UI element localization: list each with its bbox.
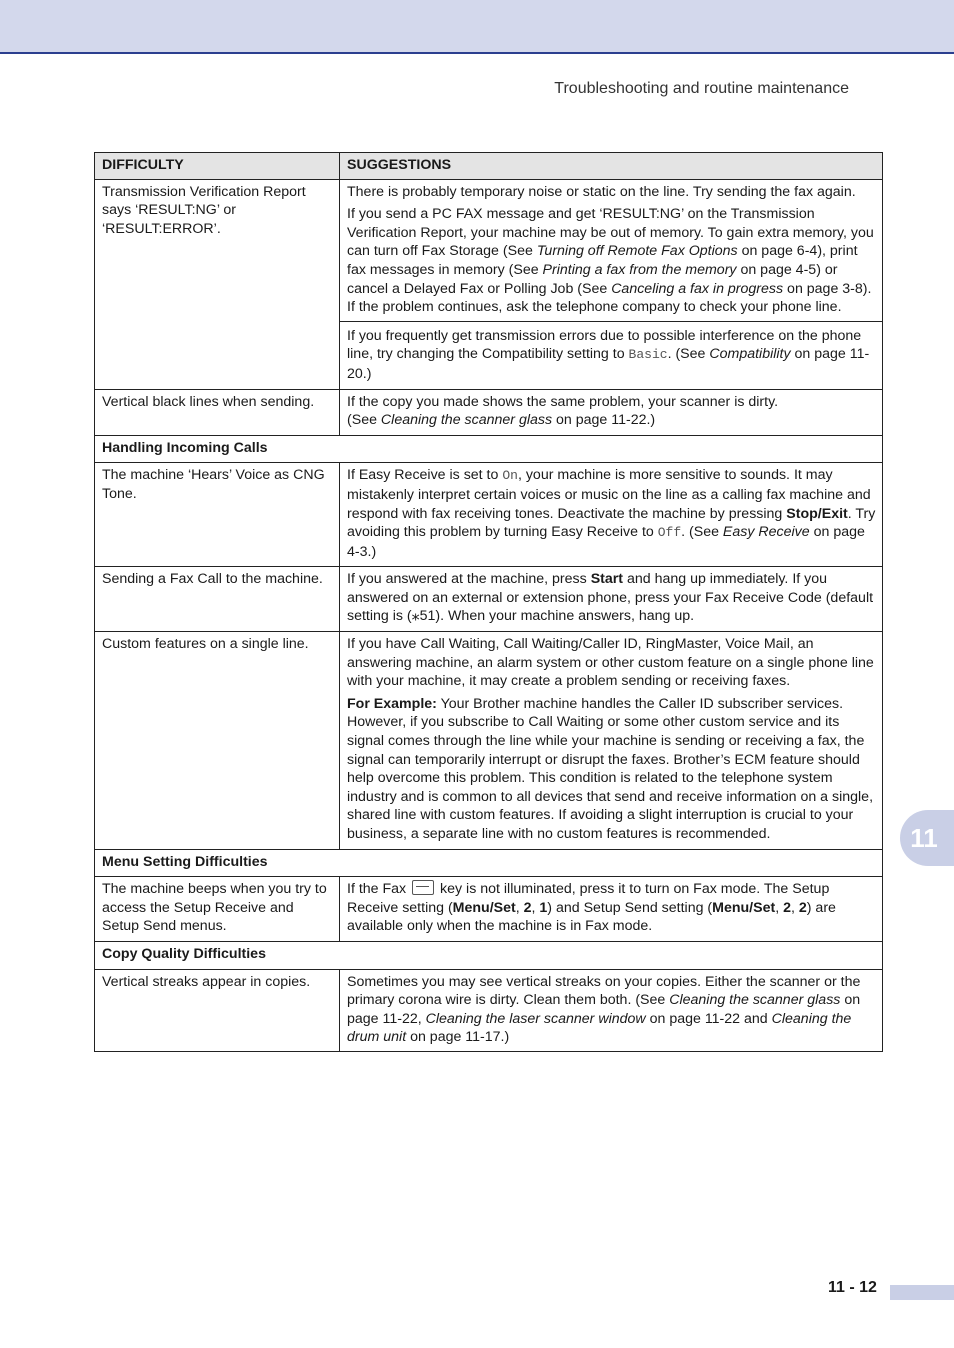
section-row bbox=[95, 941, 883, 969]
text: If the copy you made shows the same problem, your scanner is dirty. bbox=[347, 393, 779, 410]
table-header-row bbox=[95, 153, 883, 180]
suggestions-cell bbox=[340, 463, 883, 567]
asterisk-icon: ⁎ bbox=[411, 607, 420, 625]
difficulty-cell: Vertical streaks appear in copies. bbox=[95, 969, 340, 1051]
table-row bbox=[95, 969, 883, 1051]
section-heading: Menu Setting Difficulties bbox=[95, 849, 883, 877]
suggestions-cell bbox=[340, 389, 883, 435]
text: on page 11-22 and bbox=[645, 1010, 772, 1027]
cross-reference-link[interactable]: Compatibility bbox=[709, 346, 791, 363]
key-name: 2 bbox=[783, 899, 791, 916]
text: , bbox=[790, 899, 799, 916]
text: on page 11-20.) bbox=[347, 346, 870, 382]
cross-reference-link[interactable]: Turning off Remote Fax Options bbox=[536, 243, 738, 260]
text: If you frequently get transmission errors due to possible interference on the phone line, try changing the Compatibility setting to bbox=[347, 327, 862, 363]
text: If the Fax bbox=[347, 881, 411, 898]
text: . (See bbox=[681, 524, 723, 541]
difficulty-cell: Custom features on a single line. bbox=[95, 632, 340, 850]
example-label: For Example: bbox=[347, 695, 437, 712]
suggestions-cell bbox=[340, 179, 883, 389]
text: on page 4-3.) bbox=[347, 524, 865, 560]
section-heading: Handling Incoming Calls bbox=[95, 435, 883, 463]
cross-reference-link[interactable]: Cleaning the drum unit bbox=[347, 1010, 852, 1046]
suggestions-cell bbox=[340, 632, 883, 850]
text: If you answered at the machine, press bbox=[347, 571, 591, 588]
page-number: 11 - 12 bbox=[828, 1279, 877, 1296]
text: key is not illuminated, press it to turn on Fax mode. The Setup Receive setting ( bbox=[347, 881, 830, 916]
text: , bbox=[775, 899, 784, 916]
suggestion-paragraph bbox=[347, 205, 876, 317]
troubleshooting-table bbox=[94, 152, 883, 1052]
table-row bbox=[95, 877, 883, 942]
table-row bbox=[95, 632, 883, 850]
text: (See bbox=[347, 412, 381, 429]
difficulty-cell: The machine ‘Hears’ Voice as CNG Tone. bbox=[95, 463, 340, 567]
suggestions-cell bbox=[340, 877, 883, 942]
text: . Try avoiding this problem by turning Easy Receive to bbox=[347, 505, 876, 541]
difficulty-column-header: DIFFICULTY bbox=[95, 153, 340, 180]
cross-reference-link[interactable]: Cleaning the scanner glass bbox=[669, 992, 841, 1009]
text: If Easy Receive is set to bbox=[347, 467, 503, 484]
text: on page 4-5) or cancel a Delayed Fax or Polling Job (See bbox=[347, 261, 838, 297]
chapter-tab[interactable]: 11 bbox=[900, 810, 954, 866]
text: , your machine is more sensitive to sounds. It may mistakenly interpret certain voices or music on the line as a calling fax machine and respond with fax receiving tones. Deactivate the machine by pressing bbox=[347, 467, 871, 522]
suggestion-paragraph: If you have Call Waiting, Call Waiting/Caller ID, RingMaster, Voice Mail, an answering machine, an alarm system or other custom feature on a single phone line with your machine, it may create a problem sending or receiving faxes. bbox=[347, 636, 874, 690]
footer-band bbox=[890, 1285, 954, 1300]
text: on page 11-17.) bbox=[406, 1029, 510, 1046]
key-name: Menu/Set bbox=[712, 899, 776, 916]
text: 51). When your machine answers, hang up. bbox=[419, 608, 695, 625]
cross-reference-link[interactable]: Canceling a fax in progress bbox=[611, 280, 784, 297]
fax-icon bbox=[412, 880, 434, 895]
section-row bbox=[95, 435, 883, 463]
text: ) are available only when the machine is in Fax mode. bbox=[347, 899, 836, 935]
section-heading: Copy Quality Difficulties bbox=[95, 941, 883, 969]
running-header-title: Troubleshooting and routine maintenance bbox=[554, 80, 849, 97]
cross-reference-link[interactable]: Cleaning the laser scanner window bbox=[425, 1010, 646, 1027]
suggestions-cell bbox=[340, 567, 883, 632]
key-name: 1 bbox=[539, 899, 548, 916]
suggestion-paragraph bbox=[347, 327, 876, 384]
text: , bbox=[531, 899, 540, 916]
key-name: Stop/Exit bbox=[786, 505, 848, 522]
text: on page 3-8). If the problem continues, ask the telephone company to check your phone line. bbox=[347, 280, 872, 316]
text: on page 6-4), print fax messages in memory (See bbox=[347, 243, 858, 278]
setting-value: Basic bbox=[628, 347, 668, 363]
section-row bbox=[95, 849, 883, 877]
key-name: Start bbox=[590, 571, 624, 588]
difficulty-cell: Sending a Fax Call to the machine. bbox=[95, 567, 340, 632]
key-name: 2 bbox=[523, 899, 532, 916]
setting-value: Off bbox=[657, 525, 682, 541]
suggestions-cell bbox=[340, 969, 883, 1051]
text: , bbox=[515, 899, 524, 916]
cross-reference-link[interactable]: Easy Receive bbox=[722, 524, 810, 541]
table-row bbox=[95, 389, 883, 435]
table-row bbox=[95, 179, 883, 389]
cell-divider bbox=[340, 321, 882, 322]
suggestion-paragraph bbox=[347, 695, 876, 844]
table-row bbox=[95, 567, 883, 632]
text: . (See bbox=[667, 346, 710, 363]
table-row bbox=[95, 463, 883, 567]
cross-reference-link[interactable]: Printing a fax from the memory bbox=[542, 261, 737, 278]
text: ) and Setup Send setting ( bbox=[547, 899, 713, 916]
text: Your Brother machine handles the Caller ID subscriber services. However, if you subscribe to Call Waiting or some other custom service and its signal comes through the line while your machine is sending or receiving a fax, the signal can temporarily interrupt or disrupt the faxes. Brother’s ECM feature should help overcome this problem. This condition is related to the telephone system industry and is common to all devices that send and receive information on a single, shared line with custom features. If avoiding a slight interruption is crucial to your business, a separate line with no custom features is recommended. bbox=[347, 695, 874, 842]
setting-value: On bbox=[502, 468, 518, 484]
suggestions-column-header: SUGGESTIONS bbox=[340, 153, 883, 180]
text: and hang up immediately. If you answered on an external or extension phone, press your Fax Receive Code (default setting is ( bbox=[347, 571, 874, 625]
suggestion-paragraph: There is probably temporary noise or static on the line. Try sending the fax again. bbox=[347, 183, 856, 200]
header-band bbox=[0, 0, 954, 54]
text: on page 11-22.) bbox=[552, 412, 656, 429]
text: Sometimes you may see vertical streaks on your copies. Either the scanner or the primary corona wire is dirty. Clean them both. (See bbox=[347, 973, 861, 1009]
difficulty-cell: Vertical black lines when sending. bbox=[95, 389, 340, 435]
key-name: 2 bbox=[798, 899, 807, 916]
difficulty-cell: Transmission Verification Report says ‘RESULT:NG’ or ‘RESULT:ERROR’. bbox=[95, 179, 340, 389]
text: on page 11-22, bbox=[347, 992, 861, 1027]
key-name: Menu/Set bbox=[452, 899, 516, 916]
difficulty-cell: The machine beeps when you try to access the Setup Receive and Setup Send menus. bbox=[95, 877, 340, 942]
text: If you send a PC FAX message and get ‘RESULT:NG’ on the Transmission Verification Report, your machine may be out of memory. To gain extra memory, you can turn off Fax Storage (See bbox=[347, 206, 874, 260]
cross-reference-link[interactable]: Cleaning the scanner glass bbox=[380, 412, 553, 429]
